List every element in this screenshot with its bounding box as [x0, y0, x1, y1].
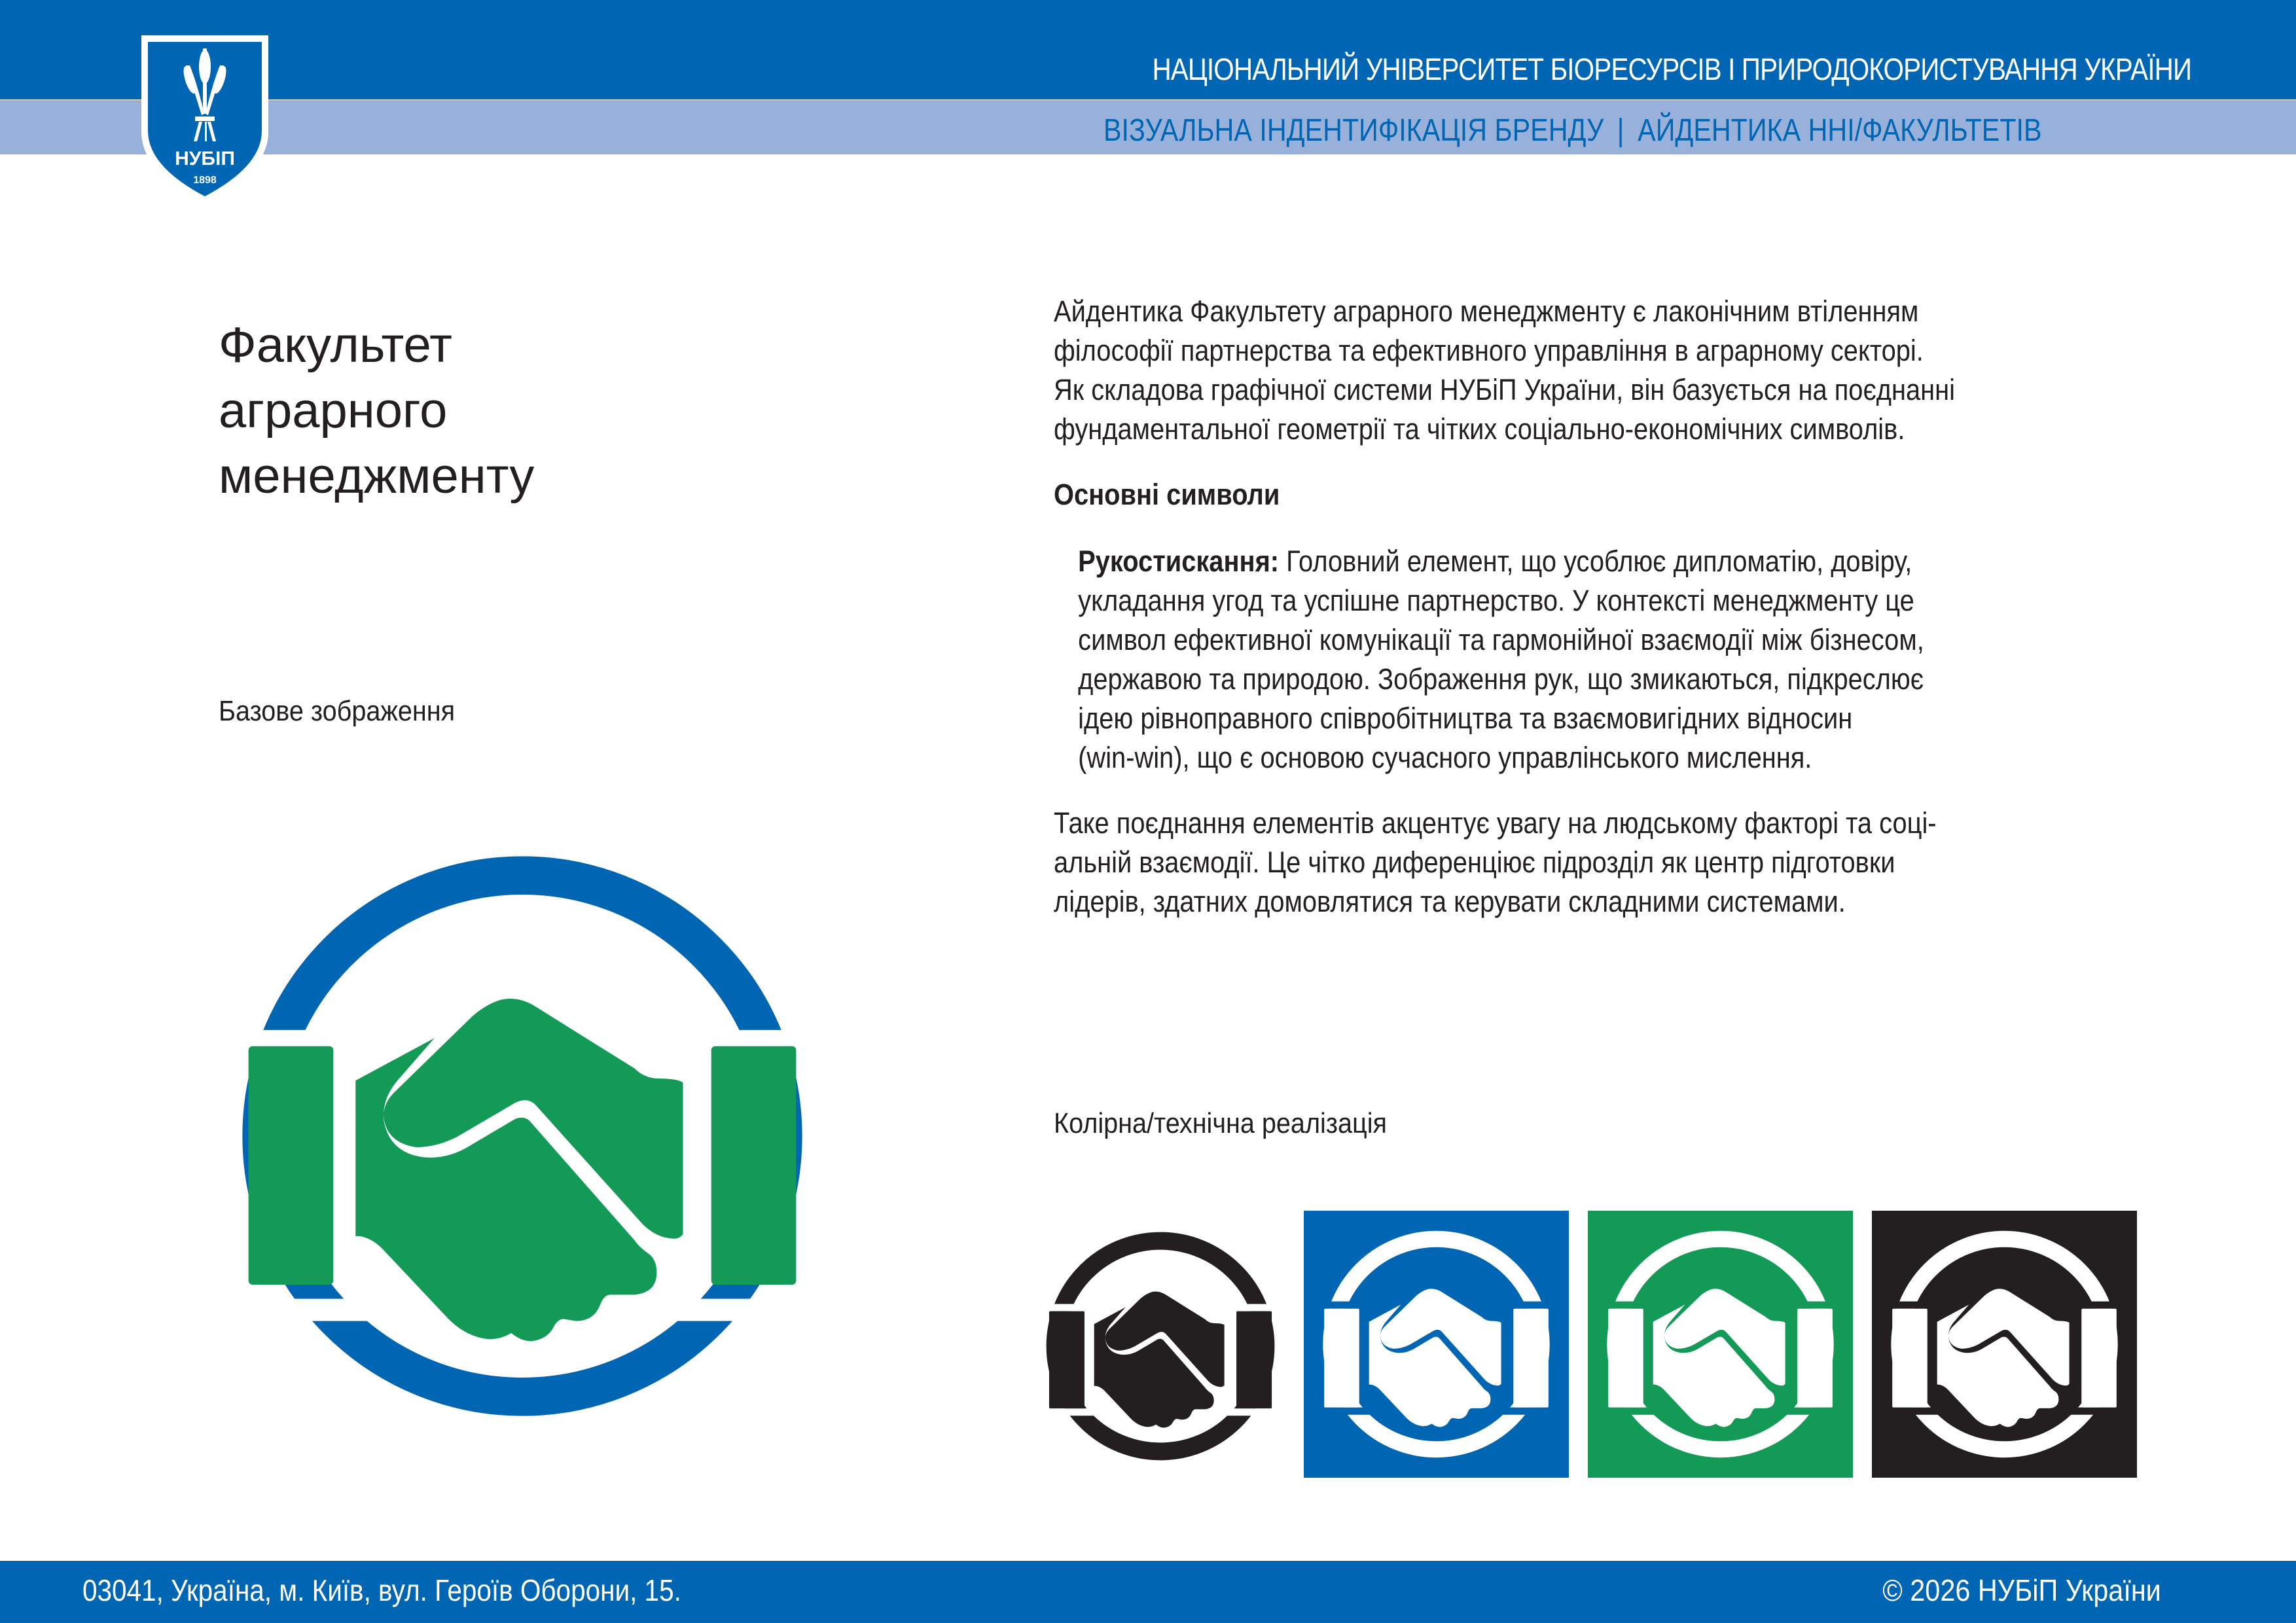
handshake-emblem-main [234, 848, 810, 1424]
breadcrumb-subsection: АЙДЕНТИКА ННІ/ФАКУЛЬТЕТІВ [1638, 113, 2042, 148]
handshake-icon [1872, 1211, 2137, 1478]
intro-line: Як складова графічної системи НУБіП України, він базується на поєднанні [1054, 373, 1955, 406]
variant-black-on-white [1046, 1219, 1275, 1474]
symbol-line: укладання угод та успішне партнерство. У контексті менеджменту це [1078, 584, 1914, 617]
color-variants-caption: Колірна/технічна реалізація [1054, 1107, 1387, 1139]
intro-line: Айдентика Факультету аграрного менеджменту є лаконічним втіленням [1054, 294, 1919, 328]
university-name: НАЦІОНАЛЬНИЙ УНІВЕРСИТЕТ БІОРЕСУРСІВ І ПРИРОДОКОРИСТУВАННЯ УКРАЇНИ [1152, 52, 2191, 86]
description [1054, 292, 2166, 921]
symbol-text: Головний елемент, що усоблює дипломатію, довіру, [1286, 544, 1912, 578]
symbol-line: державою та природою. Зображення рук, що змикаються, підкреслює [1078, 662, 1924, 696]
crest-year: 1898 [193, 175, 217, 186]
breadcrumb-separator: | [1617, 113, 1624, 148]
footer-copyright: © 2026 НУБіП України [1882, 1573, 2161, 1607]
page-title [219, 313, 534, 509]
outro-line: лідерів, здатних домовлятися та керувати складними системами. [1054, 885, 1846, 918]
title-line: аграрного [219, 383, 448, 438]
symbols-heading: Основні символи [1054, 478, 1280, 511]
outro-line: альній взаємодії. Це чітко диференціює підрозділ як центр підготовки [1054, 846, 1895, 879]
variant-white-on-black [1872, 1211, 2137, 1478]
symbol-line: ідею рівноправного співробітництва та взаємовигідних відносин [1078, 702, 1853, 735]
breadcrumb-section: ВІЗУАЛЬНА ІНДЕНТИФІКАЦІЯ БРЕНДУ [1103, 113, 1604, 148]
symbol-term: Рукостискання: [1078, 544, 1280, 578]
title-line: менеджменту [219, 448, 535, 504]
crest-text: НУБІП [175, 148, 235, 169]
symbol-line: (win-win), що є основою сучасного управлінського мислення. [1078, 741, 1812, 774]
title-line: Факультет [219, 317, 452, 373]
footer-address: 03041, Україна, м. Київ, вул. Героїв Оборони, 15. [82, 1573, 681, 1607]
breadcrumb [1103, 113, 2042, 149]
base-image-caption: Базове зображення [219, 695, 456, 727]
outro-line: Таке поєднання елементів акцентує увагу на людському факторі та соці- [1054, 806, 1937, 840]
handshake-icon [1588, 1211, 1853, 1478]
intro-line: філософії партнерства та ефективного управління в аграрному секторі. [1054, 334, 1924, 367]
variant-white-on-green [1588, 1211, 1853, 1478]
university-crest-logo [140, 34, 270, 205]
handshake-icon [1304, 1211, 1569, 1478]
symbol-line: символ ефективної комунікації та гармонійної взаємодії між бізнесом, [1078, 623, 1924, 656]
handshake-icon [1046, 1219, 1275, 1474]
variant-white-on-blue [1304, 1211, 1569, 1478]
intro-line: фундаментальної геометрії та чітких соціально-економічних символів. [1054, 412, 1905, 446]
symbol-line [1054, 542, 2039, 581]
